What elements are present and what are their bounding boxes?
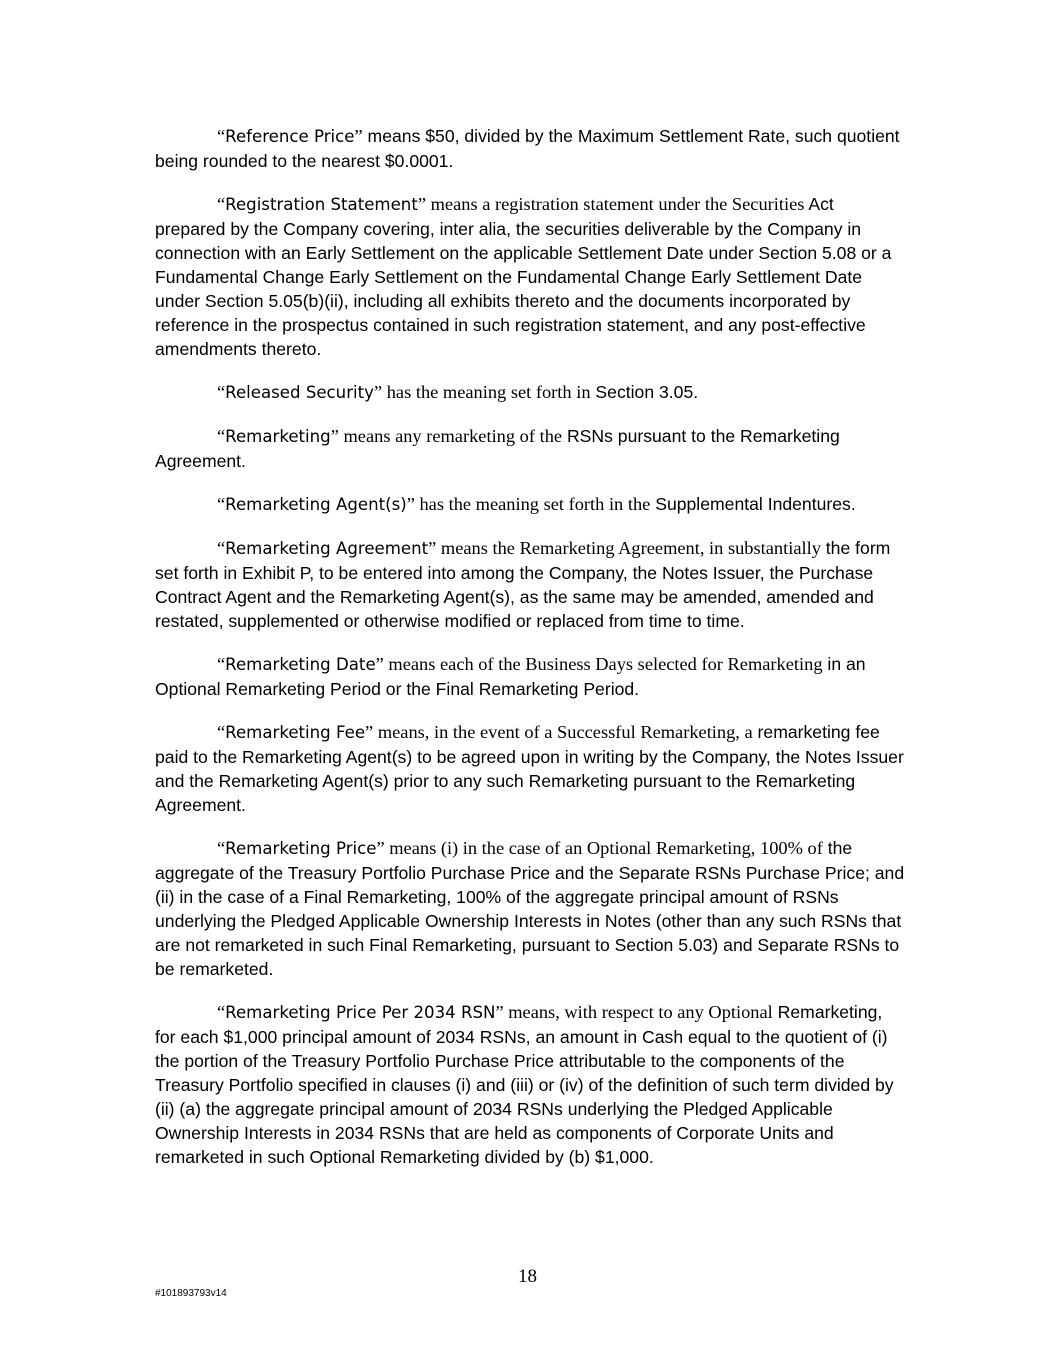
definition-paragraph xyxy=(155,380,905,405)
close-quote: ” xyxy=(376,838,385,858)
definition-paragraph xyxy=(155,720,905,817)
close-quote: ” xyxy=(330,426,339,446)
open-quote: “ xyxy=(217,382,226,402)
definition-text: the form set forth in Exhibit P, to be entered into among the Company, the Notes Issuer, the Purchase Contract Agent and the Remarketing Agent(s), as the same may be amended, amended and restated, supplemented or otherwise modified or replaced from time to time. xyxy=(155,538,891,631)
defined-term: Remarketing Price xyxy=(225,839,377,858)
definition-paragraph xyxy=(155,1000,905,1169)
definition-lead: means, in the event of a Successful Remarketing, a xyxy=(373,722,753,742)
close-quote: ” xyxy=(417,194,427,214)
definition-paragraph xyxy=(155,652,905,701)
definition-lead: has the meaning set forth in xyxy=(382,382,591,402)
open-quote: “ xyxy=(217,126,226,146)
document-id: #101893793v14 xyxy=(155,1288,227,1299)
definition-lead: has the meaning set forth in the xyxy=(414,494,651,514)
defined-term: Registration Statement xyxy=(225,195,418,214)
close-quote: ” xyxy=(406,494,415,514)
defined-term: Remarketing Price Per 2034 RSN xyxy=(225,1003,496,1022)
close-quote: ” xyxy=(428,538,437,558)
defined-term: Remarketing xyxy=(225,427,331,446)
definition-lead: means each of the Business Days selected for Remarketing xyxy=(383,654,823,674)
close-quote: ” xyxy=(354,126,363,146)
definition-paragraph xyxy=(155,424,905,473)
definition-lead: means a registration statement under the Securities xyxy=(426,194,805,214)
close-quote: ” xyxy=(495,1002,504,1022)
open-quote: “ xyxy=(217,538,226,558)
close-quote: ” xyxy=(375,654,384,674)
defined-term: Remarketing Fee xyxy=(225,723,366,742)
definition-paragraph xyxy=(155,836,905,981)
definition-text: Section 3.05. xyxy=(590,382,699,402)
defined-term: Released Security xyxy=(225,383,374,402)
definition-text: RSNs pursuant to the Remarketing Agreement. xyxy=(155,426,840,471)
definition-paragraph xyxy=(155,192,905,361)
definition-text: in an Optional Remarketing Period or the Final Remarketing Period. xyxy=(155,654,866,699)
definition-text: Remarketing, for each $1,000 principal amount of 2034 RSNs, an amount in Cash equal to the quotient of (i) the portion of the Treasury Portfolio Purchase Price attributable to the components of the Treasury Portfolio specified in clauses (i) and (iii) or (iv) of the definition of such term divided by (ii) (a) the aggregate principal amount of 2034 RSNs underlying the Pledged Applicable Ownership Interests in 2034 RSNs that are held as components of Corporate Units and remarketed in such Optional Remarketing divided by (b) $1,000. xyxy=(155,1002,894,1167)
defined-term: Remarketing Agent(s) xyxy=(225,495,407,514)
definition-text: remarketing fee paid to the Remarketing Agent(s) to be agreed upon in writing by the Company, the Notes Issuer and the Remarketing Agent(s) prior to any such Remarketing pursuant to the Remarketing Agreement. xyxy=(155,722,904,815)
open-quote: “ xyxy=(217,426,226,446)
definition-paragraph xyxy=(155,124,905,173)
close-quote: ” xyxy=(373,382,383,402)
open-quote: “ xyxy=(217,1002,226,1022)
definition-text: Supplemental Indentures. xyxy=(650,494,856,514)
page-number: 18 xyxy=(518,1266,537,1287)
definition-text: means $50, divided by the Maximum Settlement Rate, such quotient being rounded to the nearest $0.0001. xyxy=(155,126,900,171)
definitions-section xyxy=(155,124,905,1188)
defined-term: Reference Price xyxy=(225,127,355,146)
definition-lead: means the Remarketing Agreement, in substantially xyxy=(436,538,821,558)
definition-paragraph xyxy=(155,492,905,517)
definition-text: Act prepared by the Company covering, inter alia, the securities deliverable by the Company in connection with an Early Settlement on the applicable Settlement Date under Section 5.08 or a Fundamental Change Early Settlement on the Fundamental Change Early Settlement Date under Section 5.05(b)(ii), including all exhibits thereto and the documents incorporated by reference in the prospectus contained in such registration statement, and any post-effective amendments thereto. xyxy=(155,194,892,359)
definition-lead: means (i) in the case of an Optional Remarketing, 100% of xyxy=(384,838,823,858)
definition-lead: means any remarketing of the xyxy=(338,426,563,446)
defined-term: Remarketing Date xyxy=(225,655,376,674)
open-quote: “ xyxy=(217,838,226,858)
definition-paragraph xyxy=(155,536,905,633)
definition-lead: means, with respect to any Optional xyxy=(503,1002,773,1022)
open-quote: “ xyxy=(217,654,226,674)
open-quote: “ xyxy=(217,494,226,514)
definition-text: the aggregate of the Treasury Portfolio Purchase Price and the Separate RSNs Purchase Price; and (ii) in the case of a Final Remarketing, 100% of the aggregate principal amount of RSNs underlying the Pledged Applicable Ownership Interests in Notes (other than any such RSNs that are not remarketed in such Final Remarketing, pursuant to Section 5.03) and Separate RSNs to be remarketed. xyxy=(155,838,905,979)
defined-term: Remarketing Agreement xyxy=(225,539,429,558)
open-quote: “ xyxy=(217,722,226,742)
open-quote: “ xyxy=(217,194,226,214)
close-quote: ” xyxy=(365,722,374,742)
